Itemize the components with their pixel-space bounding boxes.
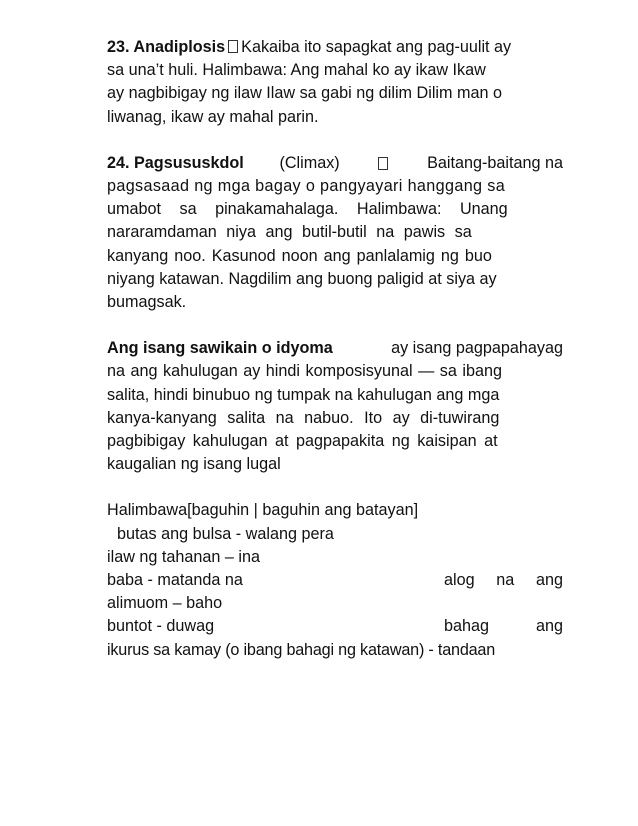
example-item: baba - matanda na: [107, 571, 243, 590]
climax-label: (Climax): [279, 153, 340, 172]
example-item: ikurus sa kamay (o ibang bahagi ng katawan) - tandaan: [107, 640, 496, 659]
idyoma-title: Ang isang sawikain o idyoma: [107, 339, 333, 358]
example-left: ilaw ng tahanan – ina: [107, 547, 260, 566]
example-word: ang: [535, 571, 563, 590]
example-item: buntot - duwag: [107, 617, 215, 636]
text-line: [107, 36, 563, 59]
text-line: [107, 337, 563, 360]
line-content: [107, 36, 511, 59]
examples-list: [107, 499, 563, 661]
paragraph-anadiplosis: [107, 36, 563, 129]
paragraph-idyoma: [107, 337, 563, 476]
text-line: [107, 221, 563, 244]
text-line: [107, 360, 563, 383]
text-line: [107, 152, 563, 175]
example-word: bahag: [444, 617, 490, 636]
example-word: alog: [444, 571, 475, 590]
unknown-glyph-icon: [228, 40, 238, 53]
pagsususkdol-line: bumagsak.: [107, 293, 187, 312]
idyoma-line: ay isang pagpapahayag: [391, 339, 563, 358]
anadiplosis-line: ay nagbibigay ng ilaw Ilaw sa gabi ng dilim Dilim man o: [107, 84, 502, 103]
text-line: [107, 175, 563, 198]
example-word: ang: [535, 617, 563, 636]
idyoma-line: na ang kahulugan ay hindi komposisyunal — sa ibang: [107, 362, 502, 381]
text-line: [107, 106, 563, 129]
spacer: [107, 476, 563, 499]
text-line: [107, 245, 563, 268]
idyoma-line: kanya-kanyang salita na nabuo. Ito ay di-tuwirang: [107, 408, 500, 427]
text-line: [107, 407, 563, 430]
examples-heading: Halimbawa[baguhin | baguhin ang batayan]: [107, 501, 419, 520]
pagsususkdol-title: 24. Pagsususkdol: [107, 153, 244, 172]
pagsususkdol-line: nararamdaman niya ang butil-butil na pawis sa: [107, 223, 472, 242]
anadiplosis-line: sa una’t huli. Halimbawa: Ang mahal ko ay ikaw Ikaw: [107, 61, 486, 80]
text-line: [107, 453, 563, 476]
anadiplosis-line: liwanag, ikaw ay mahal parin.: [107, 107, 319, 126]
example-item: butas ang bulsa - walang pera: [117, 524, 334, 543]
example-word: na: [496, 571, 515, 590]
spacer: [107, 314, 563, 337]
text-line: [107, 268, 563, 291]
pagsususkdol-line: Baitang-baitang na: [427, 153, 563, 172]
text-line: [107, 291, 563, 314]
anadiplosis-title: 23. Anadiplosis: [107, 38, 226, 56]
spacer: [107, 129, 563, 152]
pagsususkdol-line: pagsasaad ng mga bagay o pangyayari hanggang sa: [107, 177, 506, 196]
text-line: [107, 430, 563, 453]
pagsususkdol-line: niyang katawan. Nagdilim ang buong paligid at siya ay: [107, 269, 497, 288]
idyoma-line: salita, hindi binubuo ng tumpak na kahulugan ang mga: [107, 385, 500, 404]
text-line: [107, 384, 563, 407]
unknown-glyph-icon: [378, 157, 388, 170]
idyoma-line: pagbibigay kahulugan at pagpapakita ng kaisipan at: [107, 432, 498, 451]
document-page: [107, 36, 563, 662]
text-line: [107, 198, 563, 221]
anadiplosis-line: Kakaiba ito sapagkat ang pag-uulit ay: [241, 38, 512, 56]
pagsususkdol-line: umabot sa pinakamahalaga. Halimbawa: Unang: [107, 200, 508, 219]
example-left: alimuom – baho: [107, 594, 223, 613]
paragraph-pagsususkdol: [107, 152, 563, 314]
text-line: [107, 82, 563, 105]
idyoma-line: kaugalian ng isang lugal: [107, 455, 281, 474]
text-line: [107, 59, 563, 82]
pagsususkdol-line: kanyang noo. Kasunod noon ang panlalamig ng buo: [107, 246, 492, 265]
